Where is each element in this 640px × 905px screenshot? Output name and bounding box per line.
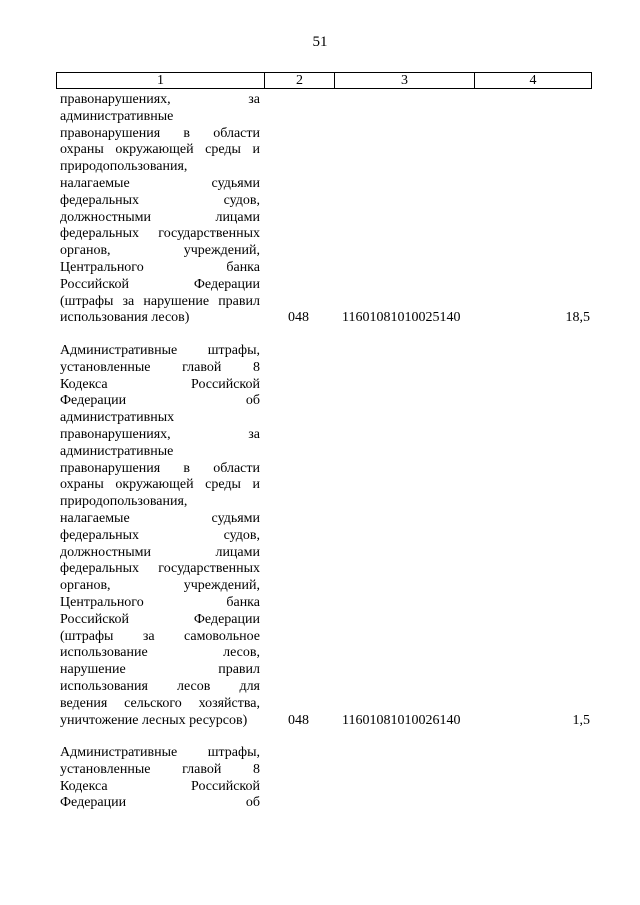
description-line: федеральных судов, (60, 527, 260, 543)
description-line: нарушение правил (60, 662, 260, 678)
table-header (56, 72, 592, 89)
description-line: органов, учреждений, (60, 243, 260, 259)
description-line: Кодекса Российской (60, 778, 260, 794)
description-line: Федерации об (60, 393, 260, 409)
description-line: охраны окружающей среды и (60, 142, 260, 158)
description-line: использования лесов) (60, 310, 190, 326)
amount: 1,5 (572, 712, 590, 728)
header-col-4: 4 (529, 72, 537, 88)
description-line: Центрального банка (60, 594, 260, 610)
description-line: административные (60, 443, 174, 459)
description-line: использование лесов, (60, 645, 260, 661)
description-line: федеральных государственных (60, 561, 260, 577)
description-line: правонарушениях, за (60, 92, 260, 107)
kbk-code: 11601081010025140 (342, 310, 461, 326)
description-line: Федерации об (60, 795, 260, 811)
description-line: правонарушениях, за (60, 426, 260, 442)
description-line: правонарушения в области (60, 125, 260, 141)
description-line: установленные главой 8 (60, 359, 260, 375)
description-line: федеральных государственных (60, 226, 260, 242)
description-line: Административные штрафы, (60, 745, 260, 760)
header-col-2: 2 (265, 73, 335, 88)
description-line: должностными лицами (60, 209, 260, 225)
amount: 18,5 (565, 310, 590, 326)
description-line: Центрального банка (60, 259, 260, 275)
description-line: налагаемые судьями (60, 175, 260, 191)
description-line: административных (60, 410, 175, 426)
description-line: органов, учреждений, (60, 578, 260, 594)
description-line: использования лесов для (60, 678, 260, 694)
description-line: уничтожение лесных ресурсов) (60, 712, 248, 728)
row-description (60, 343, 260, 729)
description-line: должностными лицами (60, 544, 260, 560)
description-line: Российской Федерации (60, 611, 260, 627)
admin-code: 048 (288, 712, 309, 728)
kbk-code: 11601081010026140 (342, 712, 461, 728)
description-line: ведения сельского хозяйства, (60, 695, 260, 711)
page-number: 51 (312, 34, 328, 50)
description-line: административные (60, 108, 174, 124)
description-line: (штрафы за нарушение правил (60, 293, 260, 309)
description-line: Административные штрафы, (60, 343, 260, 358)
admin-code: 048 (288, 310, 309, 326)
row-description (60, 745, 260, 812)
header-col-1: 1 (57, 73, 265, 88)
description-line: налагаемые судьями (60, 510, 260, 526)
description-line: охраны окружающей среды и (60, 477, 260, 493)
header-col-3: 3 (335, 73, 475, 88)
description-line: правонарушения в области (60, 460, 260, 476)
description-line: Кодекса Российской (60, 376, 260, 392)
description-line: установленные главой 8 (60, 761, 260, 777)
description-line: Российской Федерации (60, 276, 260, 292)
description-line: федеральных судов, (60, 192, 260, 208)
description-line: (штрафы за самовольное (60, 628, 260, 644)
description-line: природопользования, (60, 494, 188, 510)
description-line: природопользования, (60, 159, 188, 175)
row-description (60, 92, 260, 327)
